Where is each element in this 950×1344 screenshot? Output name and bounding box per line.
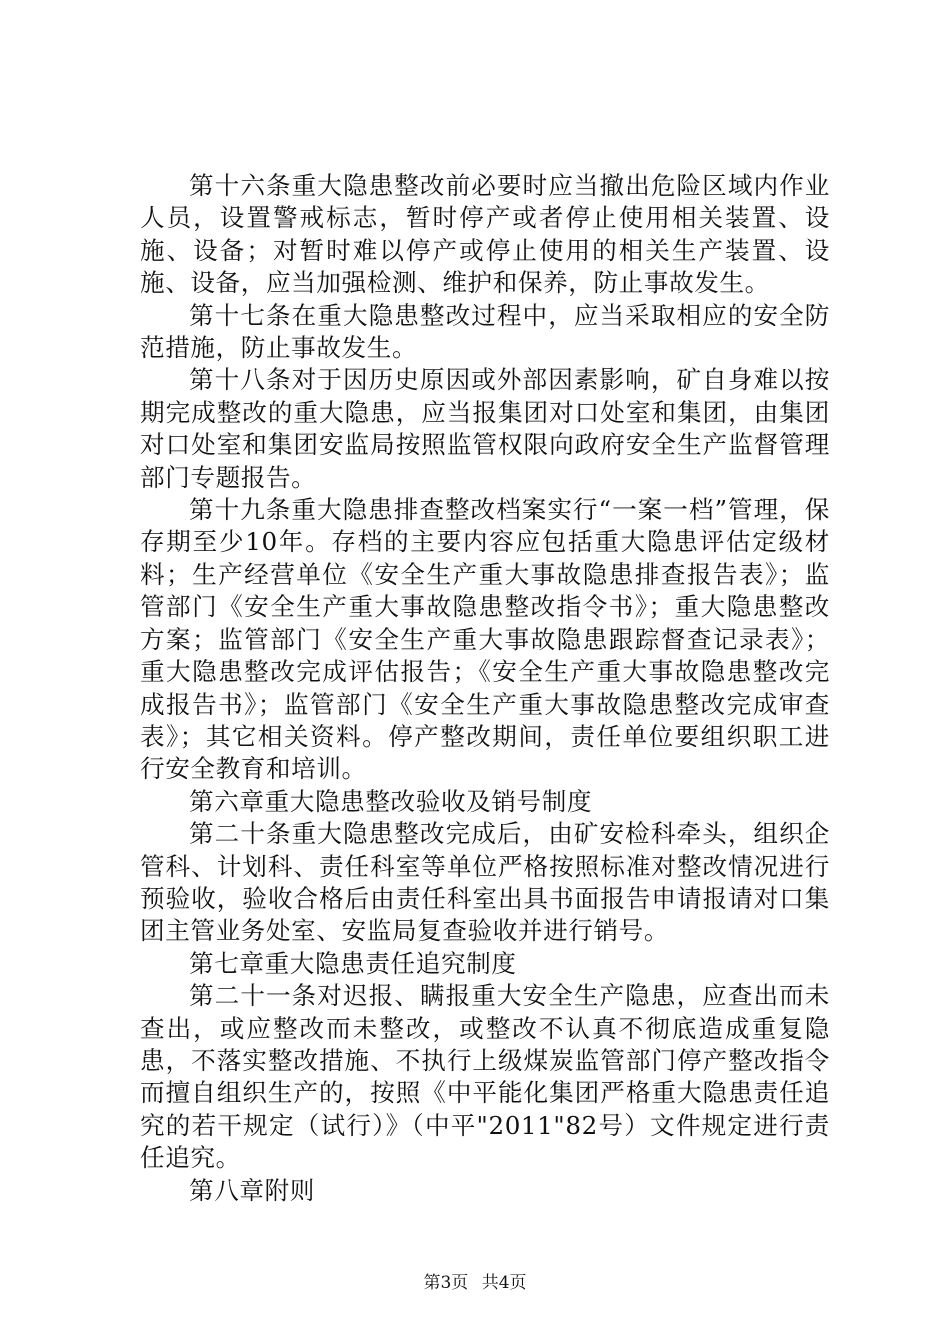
document-body xyxy=(140,170,830,1207)
article-21-paragraph: 第二十一条对迟报、瞒报重大安全生产隐患，应查出而未查出，或应整改而未整改，或整改不认真不彻底造成重复隐患，不落实整改措施、不执行上级煤炭监管部门停产整改指令而擅自组织生产的，按照《中平能化集团严格重大隐患责任追究的若干规定（试行）》（中平"2011"82号）文件规定进行责任追究。 xyxy=(140,981,830,1173)
article-17-paragraph: 第十七条在重大隐患整改过程中，应当采取相应的安全防范措施，防止事故发生。 xyxy=(140,300,830,363)
page-number: 第3页 xyxy=(423,1273,469,1293)
article-20-paragraph: 第二十条重大隐患整改完成后，由矿安检科牵头，组织企管科、计划科、责任科室等单位严格按照标准对整改情况进行预验收，验收合格后由责任科室出具书面报告申请报请对口集团主管业务处室、安监局复查验收并进行销号。 xyxy=(140,819,830,946)
page-footer xyxy=(0,1272,950,1294)
page-total: 共4页 xyxy=(481,1273,527,1293)
chapter-7-heading: 第七章重大隐患责任追究制度 xyxy=(189,948,517,978)
chapter-6-heading: 第六章重大隐患整改验收及销号制度 xyxy=(189,786,593,816)
article-18-paragraph: 第十八条对于因历史原因或外部因素影响，矿自身难以按期完成整改的重大隐患，应当报集团对口处室和集团，由集团对口处室和集团安监局按照监管权限向政府安全生产监督管理部门专题报告。 xyxy=(140,365,830,492)
article-19-paragraph: 第十九条重大隐患排查整改档案实行“一案一档”管理，保存期至少10年。存档的主要内容应包括重大隐患评估定级材料；生产经营单位《安全生产重大事故隐患排查报告表》；监管部门《安全生产重大事故隐患整改指令书》；重大隐患整改方案；监管部门《安全生产重大事故隐患跟踪督查记录表》；重大隐患整改完成评估报告；《安全生产重大事故隐患整改完成报告书》；监管部门《安全生产重大事故隐患整改完成审查表》；其它相关资料。停产整改期间，责任单位要组织职工进行安全教育和培训。 xyxy=(140,495,830,784)
chapter-8-heading: 第八章附则 xyxy=(189,1175,315,1205)
article-16-paragraph: 第十六条重大隐患整改前必要时应当撤出危险区域内作业人员，设置警戒标志，暂时停产或者停止使用相关装置、设施、设备；对暂时难以停产或停止使用的相关生产装置、设施、设备，应当加强检测、维护和保养，防止事故发生。 xyxy=(140,171,830,298)
